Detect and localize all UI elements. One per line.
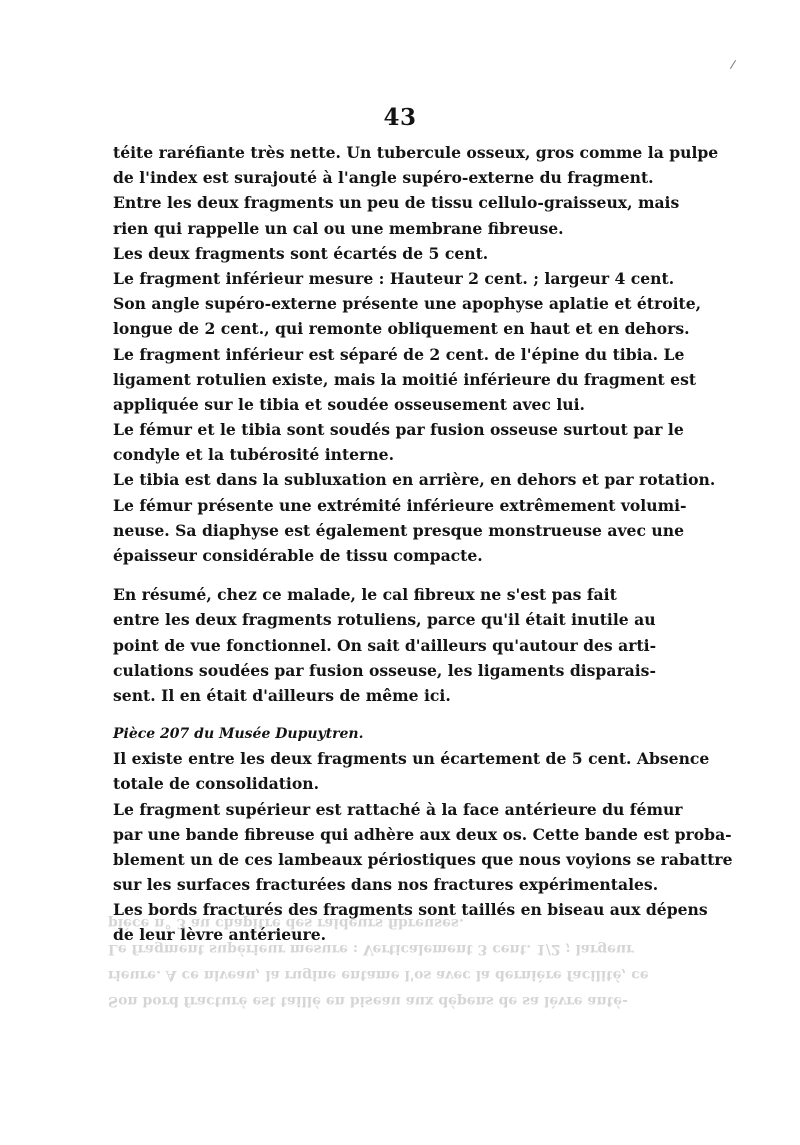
text-line: de leur lèvre antérieure. [113, 925, 327, 945]
text-line: Le fragment inférieur est séparé de 2 cent. de l'épine du tibia. Le [113, 344, 685, 364]
text-line: Son angle supéro-externe présente une apophyse aplatie et étroite, [113, 294, 702, 314]
text-line: téite raréfiante très nette. Un tubercule osseux, gros comme la pulpe [113, 143, 719, 162]
text-line: Le fémur et le tibia sont soudés par fusion osseuse surtout par le [113, 420, 684, 440]
text-line: longue de 2 cent., qui remonte obliquement en haut et en dehors. [113, 319, 690, 339]
pencil-mark [730, 60, 736, 69]
text-line: ligament rotulien existe, mais la moitié inférieure du fragment est [113, 369, 697, 389]
text-line: neuse. Sa diaphyse est également presque monstrueuse avec une [113, 520, 684, 540]
text-line: Les deux fragments sont écartés de 5 cent. [113, 243, 489, 263]
ghost-line: Son bord fracturé est taillé en biseau aux dépens de sa lèvre anté- [108, 993, 628, 1009]
paragraph-gap [113, 708, 643, 722]
text-line: épaisseur considérable de tissu compacte. [113, 546, 483, 565]
text-line: rien qui rappelle un cal ou une membrane fibreuse. [113, 218, 564, 238]
text-line: point de vue fonctionnel. On sait d'ailleurs qu'autour des arti- [113, 635, 657, 655]
text-line: Le fragment supérieur est rattaché à la face antérieure du fémur [113, 799, 683, 819]
bleed-through-text [108, 910, 708, 1014]
text-line: culations soudées par fusion osseuse, les ligaments disparais- [113, 660, 656, 680]
page-number: 43 [383, 104, 417, 131]
text-line: Il existe entre les deux fragments un écartement de 5 cent. Absence [113, 749, 710, 769]
text-line: totale de consolidation. [113, 774, 320, 794]
text-line: En résumé, chez ce malade, le cal fibreux ne s'est pas fait [113, 585, 617, 605]
text-line: condyle et la tubérosité interne. [113, 445, 395, 465]
paragraph-case-description [113, 140, 719, 568]
text-line: Le tibia est dans la subluxation en arrière, en dehors et par rotation. [113, 470, 716, 490]
text-line: Le fragment inférieur mesure : Hauteur 2 cent. ; largeur 4 cent. [113, 268, 675, 288]
text-line: Les bords fracturés des fragments sont taillés en biseau aux dépens [113, 900, 708, 920]
text-line: Entre les deux fragments un peu de tissu cellulo-graisseux, mais [113, 193, 680, 213]
paragraph-gap [113, 568, 643, 582]
specimen-caption: Pièce 207 du Musée Dupuytren. [113, 726, 364, 743]
ghost-line: rieure. A ce niveau, la rugine entame l'os avec la dernière facilité, ce [108, 967, 649, 983]
text-line: sent. Il en était d'ailleurs de même ici. [113, 685, 451, 705]
ghost-line: pièce n° 3 au chapitre des raideurs fibreuses. [108, 915, 464, 931]
text-line: appliquée sur le tibia et soudée osseusement avec lui. [113, 394, 585, 414]
text-line: de l'index est surajouté à l'angle supéro-externe du fragment. [113, 168, 654, 188]
text-line: sur les surfaces fracturées dans nos fractures expérimentales. [113, 875, 659, 895]
text-line: entre les deux fragments rotuliens, parce qu'il était inutile au [113, 610, 656, 630]
ghost-line: Le fragment supérieur mesure : Verticalement 3 cent. 1/2 ; largeur [108, 941, 634, 957]
text-line: blement un de ces lambeaux périostiques que nous voyions se rabattre [113, 849, 733, 869]
body-text [113, 140, 733, 948]
paragraph-summary [113, 582, 657, 708]
text-line: Le fémur présente une extrémité inférieure extrêmement volumi- [113, 495, 687, 515]
text-line: par une bande fibreuse qui adhère aux deux os. Cette bande est proba- [113, 824, 732, 844]
